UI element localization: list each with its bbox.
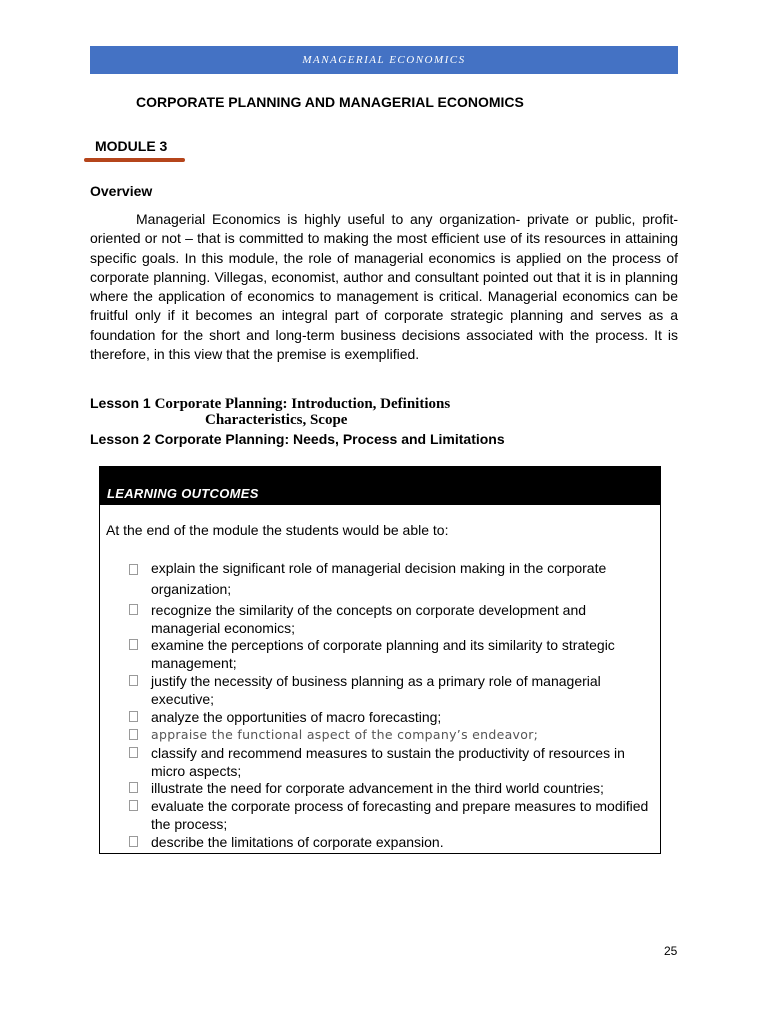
lesson-1-prefix: Lesson 1	[90, 395, 151, 411]
outcome-text: illustrate the need for corporate advancement in the third world countries;	[151, 780, 604, 796]
outcome-text: analyze the opportunities of macro forecasting;	[151, 709, 442, 725]
checkbox-bullet-icon	[129, 604, 138, 615]
checkbox-bullet-icon	[129, 836, 138, 847]
running-header: MANAGERIAL ECONOMICS	[90, 46, 678, 74]
lesson-1-title-continued: Characteristics, Scope	[205, 412, 348, 428]
learning-outcomes-box	[99, 466, 661, 854]
lesson-1	[90, 395, 450, 413]
outcome-text: justify the necessity of business planning as a primary role of managerial executive;	[151, 673, 601, 707]
checkbox-bullet-icon	[129, 564, 138, 575]
outcome-text: explain the significant role of managerial decision making in the corporate organization;	[151, 560, 607, 597]
outcome-text: appraise the functional aspect of the company’s endeavor;	[151, 727, 539, 742]
checkbox-bullet-icon	[129, 639, 138, 650]
outcome-text: examine the perceptions of corporate planning and its similarity to strategic management;	[151, 637, 615, 671]
learning-outcomes-intro: At the end of the module the students would be able to:	[106, 522, 449, 538]
document-title: CORPORATE PLANNING AND MANAGERIAL ECONOMICS	[136, 94, 524, 110]
page-number: 25	[664, 944, 678, 958]
checkbox-bullet-icon	[129, 729, 138, 740]
lesson-2: Lesson 2 Corporate Planning: Needs, Process and Limitations	[90, 431, 505, 447]
overview-heading: Overview	[90, 183, 153, 199]
overview-paragraph: Managerial Economics is highly useful to any organization- private or public, profit-oriented or not – that is committed to making the most efficient use of its resources in attaining specific goals. In this module, the role of managerial economics is applied on the process of corporate planning. Villegas, economist, author and consultant pointed out that it is in planning where the application of economics to management is critical. Managerial economics can be fruitful only if it becomes an integral part of corporate strategic planning and serves as a foundation for the short and long-term business decisions associated with the process. It is therefore, in this view that the premise is exemplified.	[90, 211, 678, 363]
checkbox-bullet-icon	[129, 711, 138, 722]
checkbox-bullet-icon	[129, 782, 138, 793]
learning-outcomes-title: LEARNING OUTCOMES	[107, 486, 259, 501]
outcome-text: describe the limitations of corporate expansion.	[151, 834, 444, 850]
module-underline	[84, 158, 185, 162]
outcome-text: classify and recommend measures to sustain the productivity of resources in micro aspects;	[151, 745, 625, 779]
checkbox-bullet-icon	[129, 747, 138, 758]
module-label: MODULE 3	[95, 138, 168, 154]
outcome-text: recognize the similarity of the concepts on corporate development and managerial economics;	[151, 602, 587, 636]
checkbox-bullet-icon	[129, 675, 138, 686]
lesson-1-title: Corporate Planning: Introduction, Definitions	[154, 396, 451, 412]
learning-outcomes-list	[100, 467, 660, 853]
checkbox-bullet-icon	[129, 800, 138, 811]
outcome-text: evaluate the corporate process of forecasting and prepare measures to modified the process;	[151, 798, 649, 832]
